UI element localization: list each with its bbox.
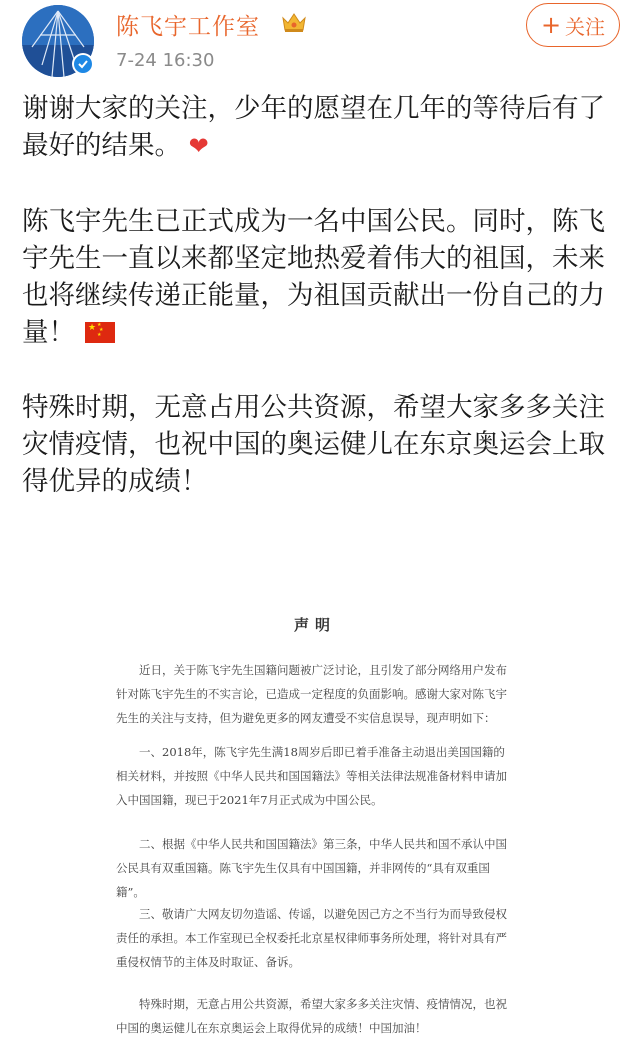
document-paragraph: 特殊时期，无意占用公共资源，希望大家多多关注灾情、疫情情况，也祝中国的奥运健儿在东京奥运会上取得优异的成绩！中国加油！ [116,997,507,1035]
post-paragraph: 谢谢大家的关注，少年的愿望在几年的等待后有了最好的结果。 ❤ [22,93,605,161]
account-name[interactable]: 陈飞宇工作室 [116,14,260,40]
follow-label: 关注 [565,14,606,39]
verified-check-icon [72,53,94,75]
post-header [0,0,641,90]
document-paragraph: 一、2018年，陈飞宇先生满18周岁后即已着手准备主动退出美国国籍的相关材料，并按照《中华人民共和国国籍法》等相关法律法规准备材料申请加入中国国籍，现已于2021年7月正式成为中国公民。 [116,745,507,807]
china-flag-icon: ★ ★ ★ ★ [85,322,115,343]
follow-button[interactable] [526,3,620,47]
post-timestamp: 7-24 16:30 [116,50,215,71]
document-paragraph: 近日，关于陈飞宇先生国籍问题被广泛讨论，且引发了部分网络用户发布针对陈飞宇先生的不实言论，已造成一定程度的负面影响。感谢大家对陈飞宇先生的关注与支持，但为避免更多的网友遭受不实信息误导，现声明如下： [116,663,507,725]
document-paragraph: 三、敬请广大网友切勿造谣、传谣，以避免因己方之不当行为而导致侵权责任的承担。本工作室现已全权委托北京星权律师事务所处理，将针对具有严重侵权情节的主体及时取证、备诉。 [116,907,507,969]
document-paragraph: 二、根据《中华人民共和国国籍法》第三条，中华人民共和国不承认中国公民具有双重国籍。陈飞宇先生仅具有中国国籍，并非网传的“具有双重国籍”。 [116,837,507,899]
statement-document-image[interactable] [100,600,530,1043]
heart-icon: ❤ [181,132,209,160]
document-title: 声明 [293,616,336,634]
plus-icon: + [540,11,562,39]
post-paragraph: 特殊时期，无意占用公共资源，希望大家多多关注灾情疫情，也祝中国的奥运健儿在东京奥运会上取得优异的成绩！ [22,392,605,497]
crown-icon [280,10,308,34]
post-paragraph: 陈飞宇先生已正式成为一名中国公民。同时，陈飞宇先生一直以来都坚定地热爱着伟大的祖国，未来也将继续传递正能量，为祖国贡献出一份自己的力量！ ★ ★ ★ ★ [22,206,605,348]
post-body [22,90,622,538]
